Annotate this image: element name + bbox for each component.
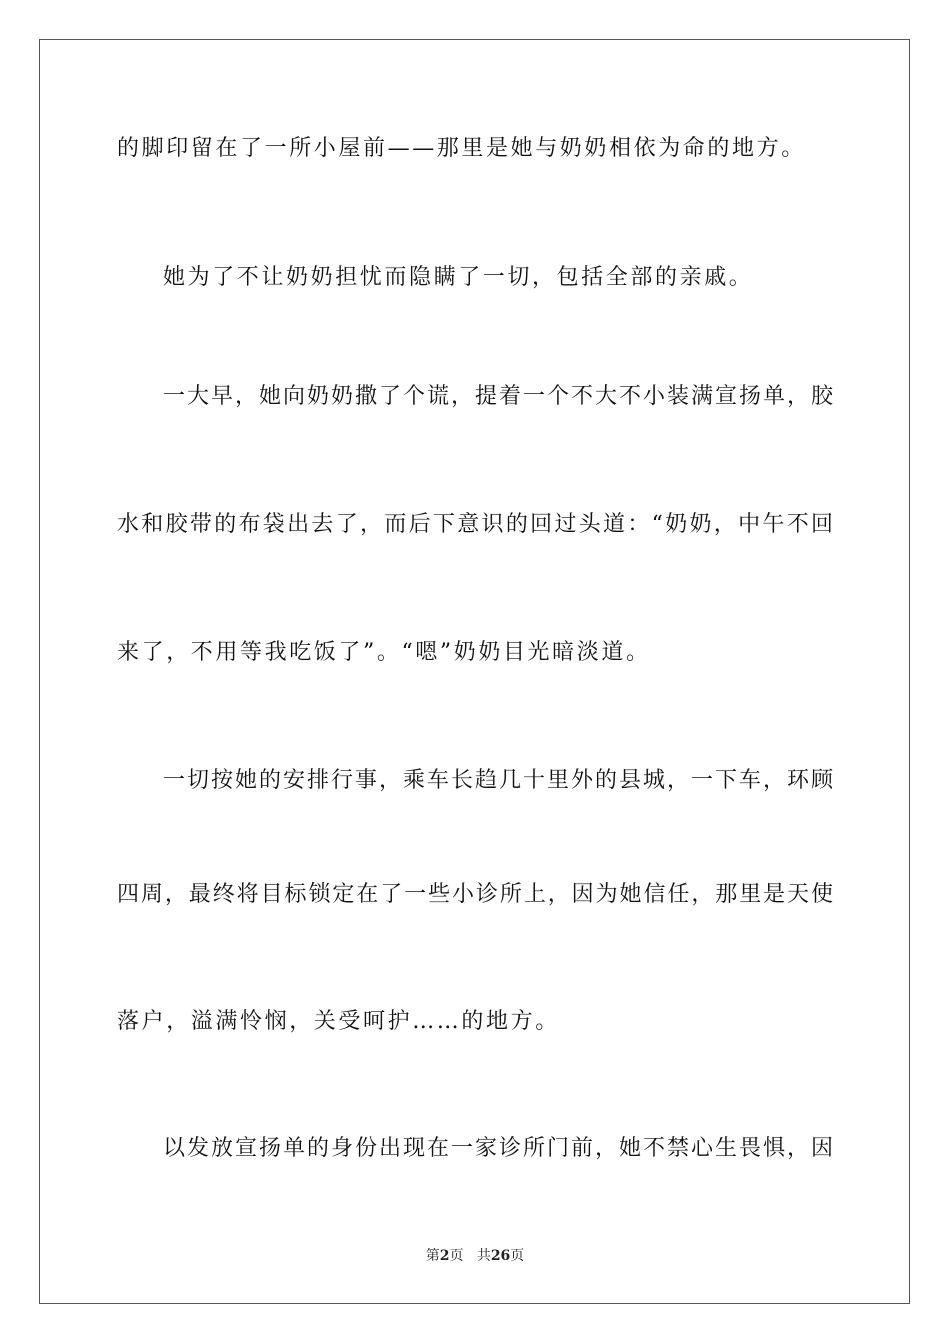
footer-total-suffix: 页 — [510, 1248, 525, 1264]
footer-page-suffix: 页 — [449, 1248, 464, 1264]
paragraph-line-3: 一大早，她向奶奶撒了个谎，提着一个不大不小装满宣扬单，胶 — [163, 384, 833, 409]
paragraph-line-6: 一切按她的安排行事，乘车长趋几十里外的县城，一下车，环顾 — [163, 768, 833, 793]
text-line-7: 四周，最终将目标锁定在了一些小诊所上，因为她信任，那里是天使 — [117, 882, 833, 907]
page-frame — [39, 39, 910, 1304]
footer-total-prefix: 共 — [476, 1248, 491, 1264]
footer-total-pages: 26 — [490, 1248, 511, 1264]
footer-page-number: 2 — [439, 1248, 450, 1264]
text-line-5: 来了，不用等我吃饭了”。“嗯”奶奶目光暗淡道。 — [117, 640, 651, 665]
page-footer — [0, 1247, 950, 1265]
text-line-4: 水和胶带的布袋出去了，而后下意识的回过头道：“奶奶，中午不回 — [117, 512, 833, 537]
paragraph-line-9: 以发放宣扬单的身份出现在一家诊所门前，她不禁心生畏惧，因 — [163, 1136, 833, 1161]
paragraph-line-2: 她为了不让奶奶担忧而隐瞒了一切，包括全部的亲戚。 — [163, 265, 754, 290]
footer-page-prefix: 第 — [425, 1248, 440, 1264]
text-line-8: 落户，溢满怜悯，关受呵护……的地方。 — [117, 1009, 560, 1034]
text-line-1: 的脚印留在了一所小屋前——那里是她与奶奶相依为命的地方。 — [117, 136, 806, 161]
